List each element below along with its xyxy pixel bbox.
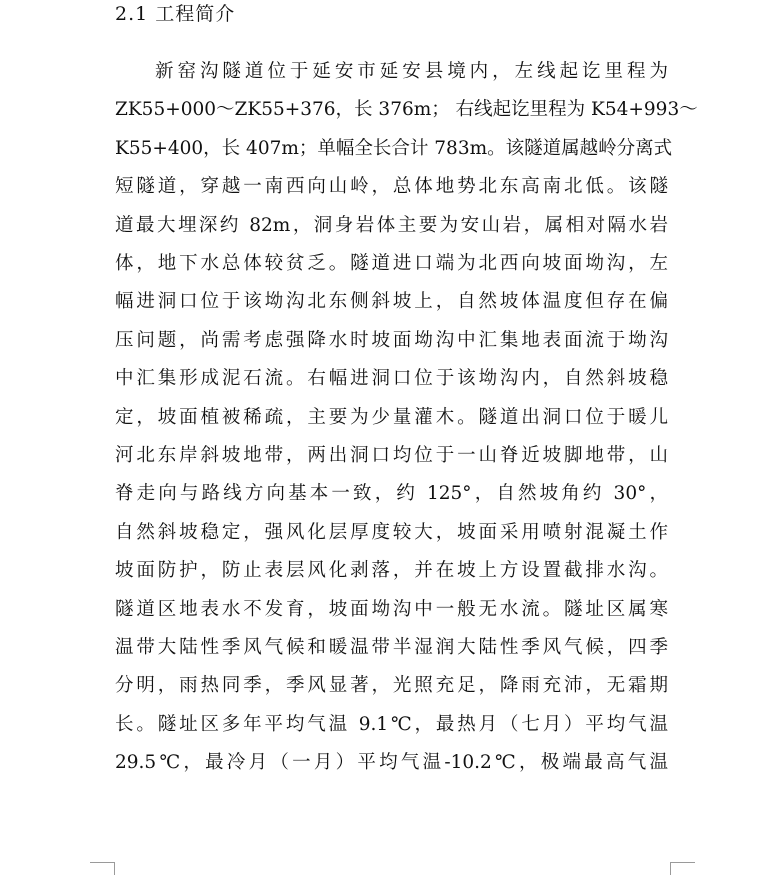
page-corner-mark-right bbox=[670, 862, 695, 875]
paragraph-line: 压问题，尚需考虑强降水时坡面坳沟中汇集地表面流于坳沟 bbox=[115, 329, 668, 351]
paragraph-line: 定，坡面植被稀疏，主要为少量灌木。隧道出洞口位于暖儿 bbox=[115, 406, 668, 428]
paragraph-line: 29.5℃，最冷月（一月）平均气温-10.2℃，极端最高气温 bbox=[115, 752, 668, 774]
paragraph-line: 脊走向与路线方向基本一致，约 125°，自然坡角约 30°， bbox=[115, 483, 668, 505]
paragraph-line: 体，地下水总体较贫乏。隧道进口端为北西向坡面坳沟，左 bbox=[115, 253, 668, 274]
paragraph-line: 道最大埋深约 82m，洞身岩体主要为安山岩，属相对隔水岩 bbox=[115, 214, 668, 236]
paragraph-line: ZK55+000～ZK55+376，长 376m； 右线起讫里程为 K54+993～ bbox=[115, 99, 698, 121]
paragraph-line: 分明，雨热同季，季风显著，光照充足，降雨充沛，无霜期 bbox=[115, 675, 668, 697]
paragraph-line: 幅进洞口位于该坳沟北东侧斜坡上，自然坡体温度但存在偏 bbox=[115, 291, 668, 313]
paragraph-line: 长。隧址区多年平均气温 9.1℃，最热月（七月）平均气温 bbox=[115, 713, 668, 735]
paragraph-line: 坡面防护，防止表层风化剥落，并在坡上方设置截排水沟。 bbox=[115, 560, 668, 582]
paragraph-line: 温带大陆性季风气候和暖温带半湿润大陆性季风气候，四季 bbox=[115, 637, 668, 658]
paragraph-line: 隧道区地表水不发育，坡面坳沟中一般无水流。隧址区属寒 bbox=[115, 598, 668, 620]
page-corner-mark-left bbox=[90, 862, 115, 875]
paragraph-line: 中汇集形成泥石流。右幅进洞口位于该坳沟内，自然斜坡稳 bbox=[115, 368, 668, 390]
paragraph-line: 河北东岸斜坡地带，两出洞口均位于一山脊近坡脚地带，山 bbox=[115, 445, 668, 466]
paragraph-line: K55+400，长 407m；单幅全长合计 783m。该隧道属越岭分离式 bbox=[115, 137, 673, 159]
paragraph-line: 自然斜坡稳定，强风化层厚度较大，坡面采用喷射混凝土作 bbox=[115, 521, 668, 543]
section-heading: 2.1 工程简介 bbox=[115, 3, 236, 25]
paragraph-line: 短隧道，穿越一南西向山岭，总体地势北东高南北低。该隧 bbox=[115, 176, 668, 198]
paragraph-line: 新窑沟隧道位于延安市延安县境内，左线起讫里程为 bbox=[155, 61, 668, 82]
